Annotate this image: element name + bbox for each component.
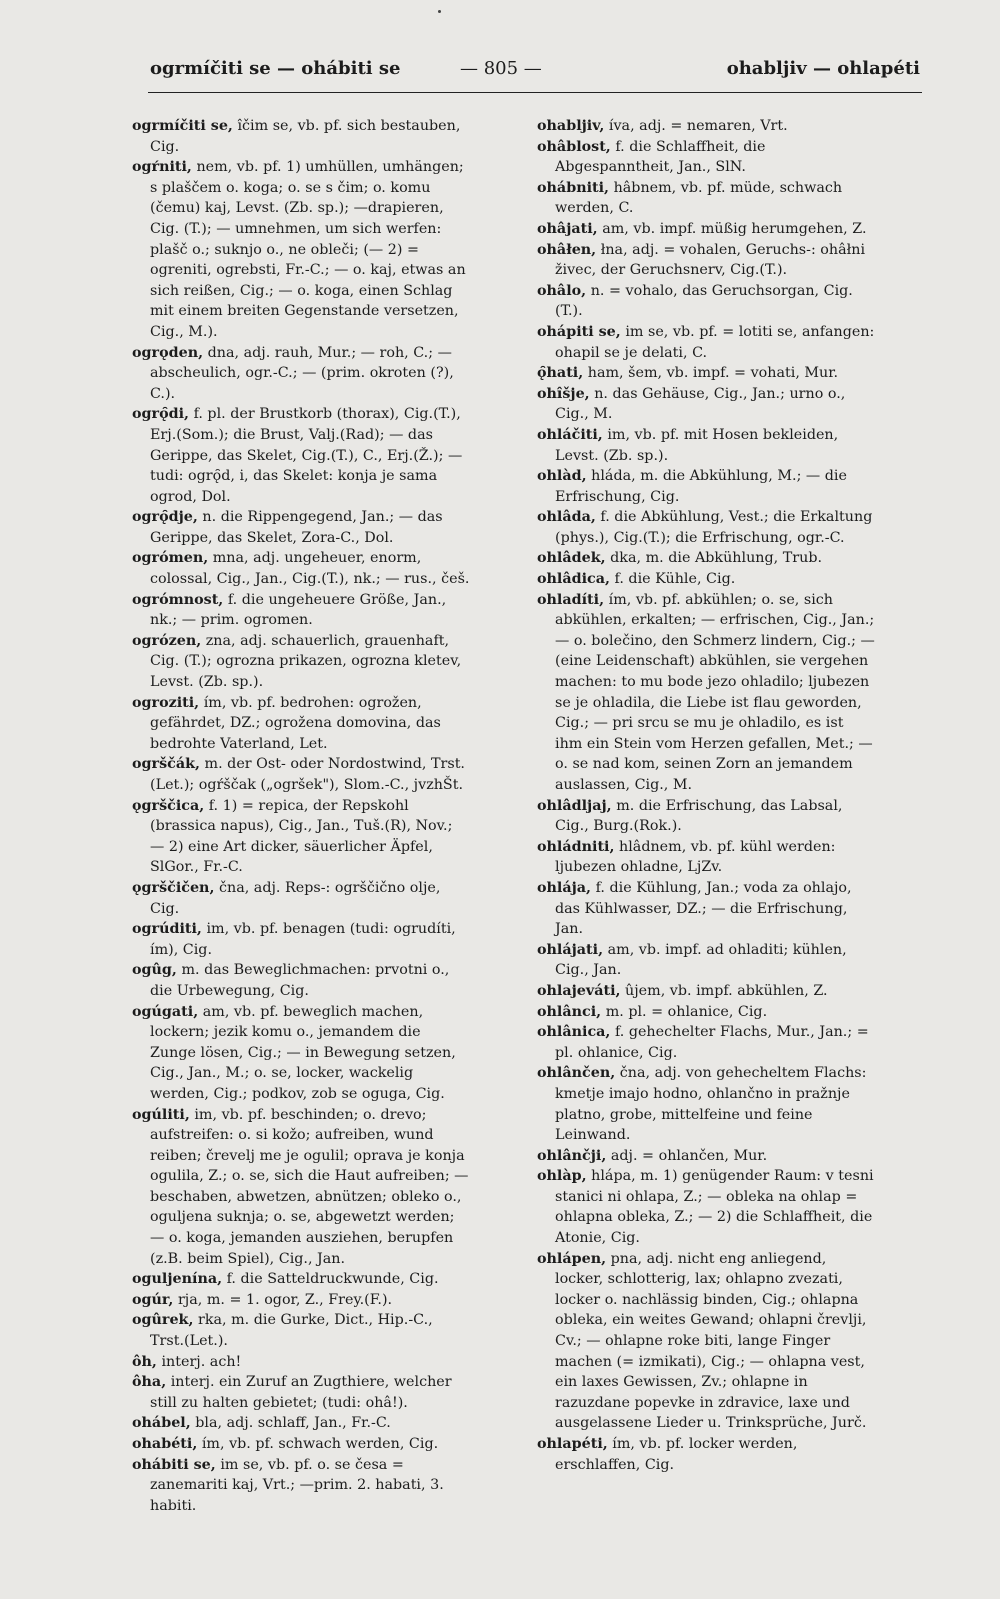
entry-definition: interj. ach! bbox=[161, 1353, 242, 1370]
dictionary-entry bbox=[537, 1022, 875, 1063]
headword: ogúliti, bbox=[132, 1106, 190, 1123]
dictionary-entry bbox=[537, 590, 875, 796]
headword: ohâłen, bbox=[537, 241, 597, 258]
headword: ohlápen, bbox=[537, 1250, 607, 1267]
headword: ohábel, bbox=[132, 1415, 191, 1432]
headword: ohábniti, bbox=[537, 179, 610, 196]
headword: ogroziti, bbox=[132, 694, 200, 711]
headword: ohlàd, bbox=[537, 468, 587, 485]
headword: ohabéti, bbox=[132, 1436, 198, 1452]
entry-definition: im se, vb. pf. = lotiti se, anfangen: ohapil se je delati, C. bbox=[555, 323, 875, 361]
headword: ogúgati, bbox=[132, 1003, 199, 1020]
entry-definition: îčim se, vb. pf. sich bestauben, Cig. bbox=[150, 118, 461, 155]
entry-definition: f. die Kühlung, Jan.; voda za ohlajo, das Kühlwasser, DZ.; — die Erfrischung, Jan. bbox=[555, 879, 852, 938]
entry-definition: hâbnem, vb. pf. müde, schwach werden, C. bbox=[555, 179, 843, 217]
entry-definition: čna, adj. von gehecheltem Flachs: kmetje imajo hodno, ohlančno in pražnje platno, grobe, mittelfeine und feine Leinwand. bbox=[555, 1065, 867, 1144]
dictionary-entry bbox=[537, 837, 875, 878]
headword: ogûg, bbox=[132, 962, 177, 979]
entry-definition: ím, vb. pf. schwach werden, Cig. bbox=[201, 1436, 439, 1452]
headword: ohábiti se, bbox=[132, 1456, 216, 1473]
entry-definition: m. pl. = ohlanice, Cig. bbox=[605, 1003, 768, 1020]
dictionary-entry bbox=[537, 796, 875, 837]
dictionary-entry bbox=[132, 1352, 470, 1373]
dictionary-entry bbox=[132, 1310, 470, 1351]
headword: ohlânica, bbox=[537, 1024, 611, 1041]
dictionary-entry bbox=[132, 878, 470, 919]
headword: ogrǫ̑di, bbox=[132, 406, 190, 423]
headword: ohláčiti, bbox=[537, 426, 603, 443]
dictionary-entry bbox=[537, 548, 875, 569]
entry-definition: nem, vb. pf. 1) umhüllen, umhängen; s plaščem o. koga; o. se s čim; o. komu (čemu) kaj, Levst. (Zb. sp.); —drapieren, Cig. (T.); — umnehmen, um sich werfen: plašč o.; suknjo o., ne obleči; (— 2) = ogreniti, ogrebsti, Fr.-C.; — o. kaj, etwas an sich reißen, Cig.; — o. koga, einen Schlag mit einem breiten Gegenstande versetzen, Cig., M.). bbox=[150, 159, 466, 340]
dictionary-entry bbox=[537, 219, 875, 240]
headword: ogrómnost, bbox=[132, 591, 224, 608]
entry-definition: am, vb. impf. müßig herumgehen, Z. bbox=[602, 220, 867, 237]
dictionary-entry bbox=[132, 590, 470, 631]
headword: ogrǫden, bbox=[132, 344, 204, 361]
header-rule bbox=[148, 92, 922, 93]
dictionary-entry bbox=[537, 1002, 875, 1023]
dictionary-entry bbox=[132, 1290, 470, 1311]
headword: ohlàp, bbox=[537, 1168, 587, 1185]
entry-definition: mna, adj. ungeheuer, enorm, colossal, Cig., Jan., Cig.(T.), nk.; — rus., češ. bbox=[150, 550, 470, 588]
dictionary-entry bbox=[537, 363, 875, 384]
entry-definition: hlápa, m. 1) genügender Raum: v tesni stanici ni ohlapa, Z.; — obleka na ohlap = ohlapna obleka, Z.; — 2) die Schlaffheit, die Atonie, Cig. bbox=[555, 1168, 874, 1247]
dictionary-entry bbox=[537, 569, 875, 590]
dictionary-entry bbox=[537, 322, 875, 363]
headword: ohlânci, bbox=[537, 1003, 602, 1020]
dictionary-entry bbox=[537, 1166, 875, 1248]
speck-mark bbox=[438, 10, 441, 13]
headword: ohlâdica, bbox=[537, 571, 610, 588]
dictionary-entry bbox=[537, 384, 875, 425]
entry-definition: dka, m. die Abkühlung, Trub. bbox=[610, 550, 823, 567]
dictionary-entry bbox=[132, 116, 470, 157]
headword: ohlânčji, bbox=[537, 1147, 607, 1164]
entry-definition: bla, adj. schlaff, Jan., Fr.-C. bbox=[195, 1415, 391, 1432]
headword: ohlânčen, bbox=[537, 1065, 616, 1082]
dictionary-entry bbox=[537, 1146, 875, 1167]
dictionary-entry bbox=[132, 1372, 470, 1413]
entry-definition: f. die Satteldruckwunde, Cig. bbox=[226, 1271, 439, 1288]
entry-definition: m. der Ost- oder Nordostwind, Trst. (Let.); ogŕščak („ogršek"), Slom.-C., jvzhŠt. bbox=[150, 756, 465, 793]
headword: ogúr, bbox=[132, 1291, 174, 1308]
headword: ohlajeváti, bbox=[537, 982, 621, 999]
dictionary-entry bbox=[537, 507, 875, 548]
entry-definition: im se, vb. pf. o. se česa = zanemariti kaj, Vrt.; —prim. 2. habati, 3. habiti. bbox=[150, 1456, 444, 1514]
entry-definition: rka, m. die Gurke, Dict., Hip.-C., Trst.(Let.). bbox=[150, 1312, 433, 1350]
headword: ohlájati, bbox=[537, 941, 604, 958]
entry-definition: am, vb. impf. ad ohladiti; kühlen, Cig., Jan. bbox=[555, 941, 847, 979]
entry-definition: f. die Abkühlung, Vest.; die Erkaltung (phys.), Cig.(T.); die Erfrischung, ogr.-C. bbox=[555, 509, 873, 546]
headword: ǫgrščičen, bbox=[132, 879, 215, 896]
dictionary-entry bbox=[132, 1002, 470, 1105]
dictionary-entry bbox=[132, 548, 470, 589]
entry-definition: ím, vb. pf. locker werden, erschlaffen, Cig. bbox=[555, 1436, 798, 1473]
entry-definition: f. gehechelter Flachs, Mur., Jan.; = pl. ohlanice, Cig. bbox=[555, 1024, 869, 1061]
entry-definition: adj. = ohlančen, Mur. bbox=[610, 1147, 768, 1164]
headword: ohîšje, bbox=[537, 385, 590, 402]
dictionary-entry bbox=[132, 404, 470, 507]
entry-definition: n. die Rippengegend, Jan.; — das Gerippe, das Skelet, Zora-C., Dol. bbox=[150, 509, 443, 546]
entry-definition: n. = vohalo, das Geruchsorgan, Cig. (T.). bbox=[555, 282, 853, 320]
entry-definition: f. die ungeheuere Größe, Jan., nk.; — prim. ogromen. bbox=[150, 591, 447, 629]
entry-definition: ím, vb. pf. bedrohen: ogrožen, gefährdet, DZ.; ogrožena domovina, das bedrohte Vaterland, Let. bbox=[150, 694, 441, 752]
dictionary-entry bbox=[537, 940, 875, 981]
headword: ohladíti, bbox=[537, 591, 605, 608]
dictionary-entry bbox=[132, 631, 470, 693]
entry-definition: f. 1) = repica, der Repskohl (brassica napus), Cig., Jan., Tuš.(R), Nov.; — 2) eine Art dicker, säuerlicher Äpfel, SlGor., Fr.-C. bbox=[150, 797, 453, 876]
headword: ogrmíčiti se, bbox=[132, 118, 233, 134]
left-column bbox=[132, 116, 470, 1516]
entry-definition: hláda, m. die Abkühlung, M.; — die Erfrischung, Cig. bbox=[555, 468, 847, 505]
headword: ohlája, bbox=[537, 879, 592, 896]
entry-definition: im, vb. pf. beschinden; o. drevo; aufstreifen: o. si kožo; aufreiben, wund reiben; črevelj me je ogulil; oprava je konja ogulila, Z.; o. se, sich die Haut aufreiben; — beschaben, abwetzen, abnützen; obleko o., oguljena suknja; o. se, abgewetzt werden; — o. koga, jemanden ausziehen, berupfen (z.B. beim Spiel), Cig., Jan. bbox=[150, 1106, 469, 1267]
header-right-guide: ohabljiv — ohlapéti bbox=[726, 58, 920, 79]
headword: ohápiti se, bbox=[537, 323, 621, 340]
page-number: — 805 — bbox=[460, 58, 542, 79]
right-column bbox=[537, 116, 875, 1475]
dictionary-entry bbox=[132, 507, 470, 548]
entry-definition: čna, adj. Reps-: ogrščično olje, Cig. bbox=[150, 879, 441, 917]
dictionary-entry bbox=[132, 960, 470, 1001]
entry-definition: f. die Schlaffheit, die Abgespanntheit, Jan., SlN. bbox=[555, 138, 766, 176]
dictionary-entry bbox=[537, 1063, 875, 1145]
headword: ohâblost, bbox=[537, 138, 611, 155]
dictionary-entry bbox=[132, 157, 470, 342]
headword: ǫ̑hati, bbox=[537, 365, 584, 382]
dictionary-entry bbox=[132, 754, 470, 795]
entry-definition: łna, adj. = vohalen, Geruchs-: ohâłni živec, der Geruchsnerv, Cig.(T.). bbox=[555, 241, 866, 279]
dictionary-entry bbox=[132, 1434, 470, 1455]
headword: ohládniti, bbox=[537, 838, 615, 855]
entry-definition: interj. ein Zuruf an Zugthiere, welcher still zu halten gebietet; (tudi: ohâ!). bbox=[150, 1374, 452, 1411]
entry-definition: m. die Erfrischung, das Labsal, Cig., Burg.(Rok.). bbox=[555, 797, 843, 835]
entry-definition: pna, adj. nicht eng anliegend, locker, schlotterig, lax; ohlapno zvezati, locker o. nachlässig binden, Cig.; ohlapna obleka, ein weites Gewand; ohlapni črevlji, Cv.; — ohlapne roke biti, lange Finger machen (= izmikati), Cig.; — ohlapna vest, ein laxes Gewissen, Zv.; ohlapne in razuzdane popevke in zdravice, laxe und ausgelassene Lieder u. Trinksprüche, Jurč. bbox=[555, 1250, 867, 1432]
headword: ohlâdljaj, bbox=[537, 797, 612, 814]
entry-definition: íva, adj. = nemaren, Vrt. bbox=[608, 118, 788, 134]
headword: ǫgrščica, bbox=[132, 797, 205, 814]
dictionary-entry bbox=[537, 178, 875, 219]
dictionary-entry bbox=[132, 796, 470, 878]
dictionary-entry bbox=[132, 343, 470, 405]
dictionary-entry bbox=[537, 878, 875, 940]
headword: ohâlo, bbox=[537, 282, 587, 299]
headword: ohlâdek, bbox=[537, 550, 606, 567]
dictionary-entry bbox=[132, 1455, 470, 1517]
entry-definition: f. pl. der Brustkorb (thorax), Cig.(T.), Erj.(Som.); die Brust, Valj.(Rad); — das Gerippe, das Skelet, Cig.(T.), C., Erj.(Ž.); — tudi: ogrǫ̑d, i, das Skelet: konja je sama ogrod, Dol. bbox=[150, 406, 463, 505]
entry-definition: rja, m. = 1. ogor, Z., Frey.(F.). bbox=[177, 1291, 393, 1308]
entry-definition: n. das Gehäuse, Cig., Jan.; urno o., Cig., M. bbox=[555, 385, 846, 423]
entry-definition: im, vb. pf. mit Hosen bekleiden, Levst. (Zb. sp.). bbox=[555, 426, 839, 464]
entry-definition: f. die Kühle, Cig. bbox=[614, 571, 736, 588]
dictionary-entry bbox=[132, 693, 470, 755]
entry-definition: m. das Beweglichmachen: prvotni o., die Urbewegung, Cig. bbox=[150, 962, 450, 999]
entry-definition: im, vb. pf. benagen (tudi: ogrudíti, ím), Cig. bbox=[150, 921, 456, 958]
dictionary-entry bbox=[537, 281, 875, 322]
dictionary-entry bbox=[132, 1269, 470, 1290]
dictionary-entry bbox=[537, 137, 875, 178]
dictionary-entry bbox=[537, 1249, 875, 1434]
dictionary-entry bbox=[537, 981, 875, 1002]
dictionary-entry bbox=[537, 116, 875, 137]
entry-definition: dna, adj. rauh, Mur.; — roh, C.; — abscheulich, ogr.-C.; — (prim. okroten (?), C.). bbox=[150, 344, 454, 402]
headword: ogrščák, bbox=[132, 756, 200, 773]
headword: ôh, bbox=[132, 1353, 157, 1370]
headword: ogŕniti, bbox=[132, 159, 192, 176]
dictionary-entry bbox=[537, 240, 875, 281]
page-header bbox=[150, 58, 920, 88]
headword: ogûrek, bbox=[132, 1312, 194, 1329]
dictionary-entry bbox=[537, 1434, 875, 1475]
dictionary-entry bbox=[132, 919, 470, 960]
dictionary-entry bbox=[537, 466, 875, 507]
headword: ohlâda, bbox=[537, 509, 596, 526]
headword: ogrúditi, bbox=[132, 921, 202, 938]
dictionary-entry bbox=[537, 425, 875, 466]
headword: ogrózen, bbox=[132, 632, 202, 649]
headword: ohabljiv, bbox=[537, 118, 605, 134]
header-left-guide: ogrmíčiti se — ohábiti se bbox=[150, 58, 401, 79]
headword: ogrómen, bbox=[132, 550, 209, 567]
headword: oguljenína, bbox=[132, 1271, 223, 1288]
entry-definition: hlâdnem, vb. pf. kühl werden: ljubezen ohladne, LjZv. bbox=[555, 838, 836, 876]
dictionary-entry bbox=[132, 1413, 470, 1434]
dictionary-entry bbox=[132, 1105, 470, 1270]
entry-definition: ûjem, vb. impf. abkühlen, Z. bbox=[625, 982, 828, 999]
headword: ohlapéti, bbox=[537, 1436, 608, 1452]
headword: ogrǫ̑dje, bbox=[132, 509, 198, 526]
entry-definition: am, vb. pf. beweglich machen, lockern; jezik komu o., jemandem die Zunge lösen, Cig.; — in Bewegung setzen, Cig., Jan., M.; o. se, locker, wackelig werden, Cig.; podkov, zob se oguga, Cig. bbox=[150, 1003, 456, 1102]
headword: ôha, bbox=[132, 1374, 167, 1391]
entry-definition: zna, adj. schauerlich, grauenhaft, Cig. (T.); ogrozna prikazen, ogrozna kletev, Levst. (Zb. sp.). bbox=[150, 632, 462, 691]
headword: ohâjati, bbox=[537, 220, 598, 237]
entry-definition: ím, vb. pf. abkühlen; o. se, sich abkühlen, erkalten; — erfrischen, Cig., Jan.; — o. bolečino, den Schmerz lindern, Cig.; — (eine Leidenschaft) abkühlen, sie vergehen machen: to mu bode jezo ohladilo; ljubezen se je ohladila, die Liebe ist flau geworden, Cig.; — pri srcu se mu je ohladilo, es ist ihm ein Stein vom Herzen gefallen, Met.; — o. se nad kom, seinen Zorn an jemandem auslassen, Cig., M. bbox=[555, 591, 875, 793]
entry-definition: ham, šem, vb. impf. = vohati, Mur. bbox=[587, 365, 839, 382]
